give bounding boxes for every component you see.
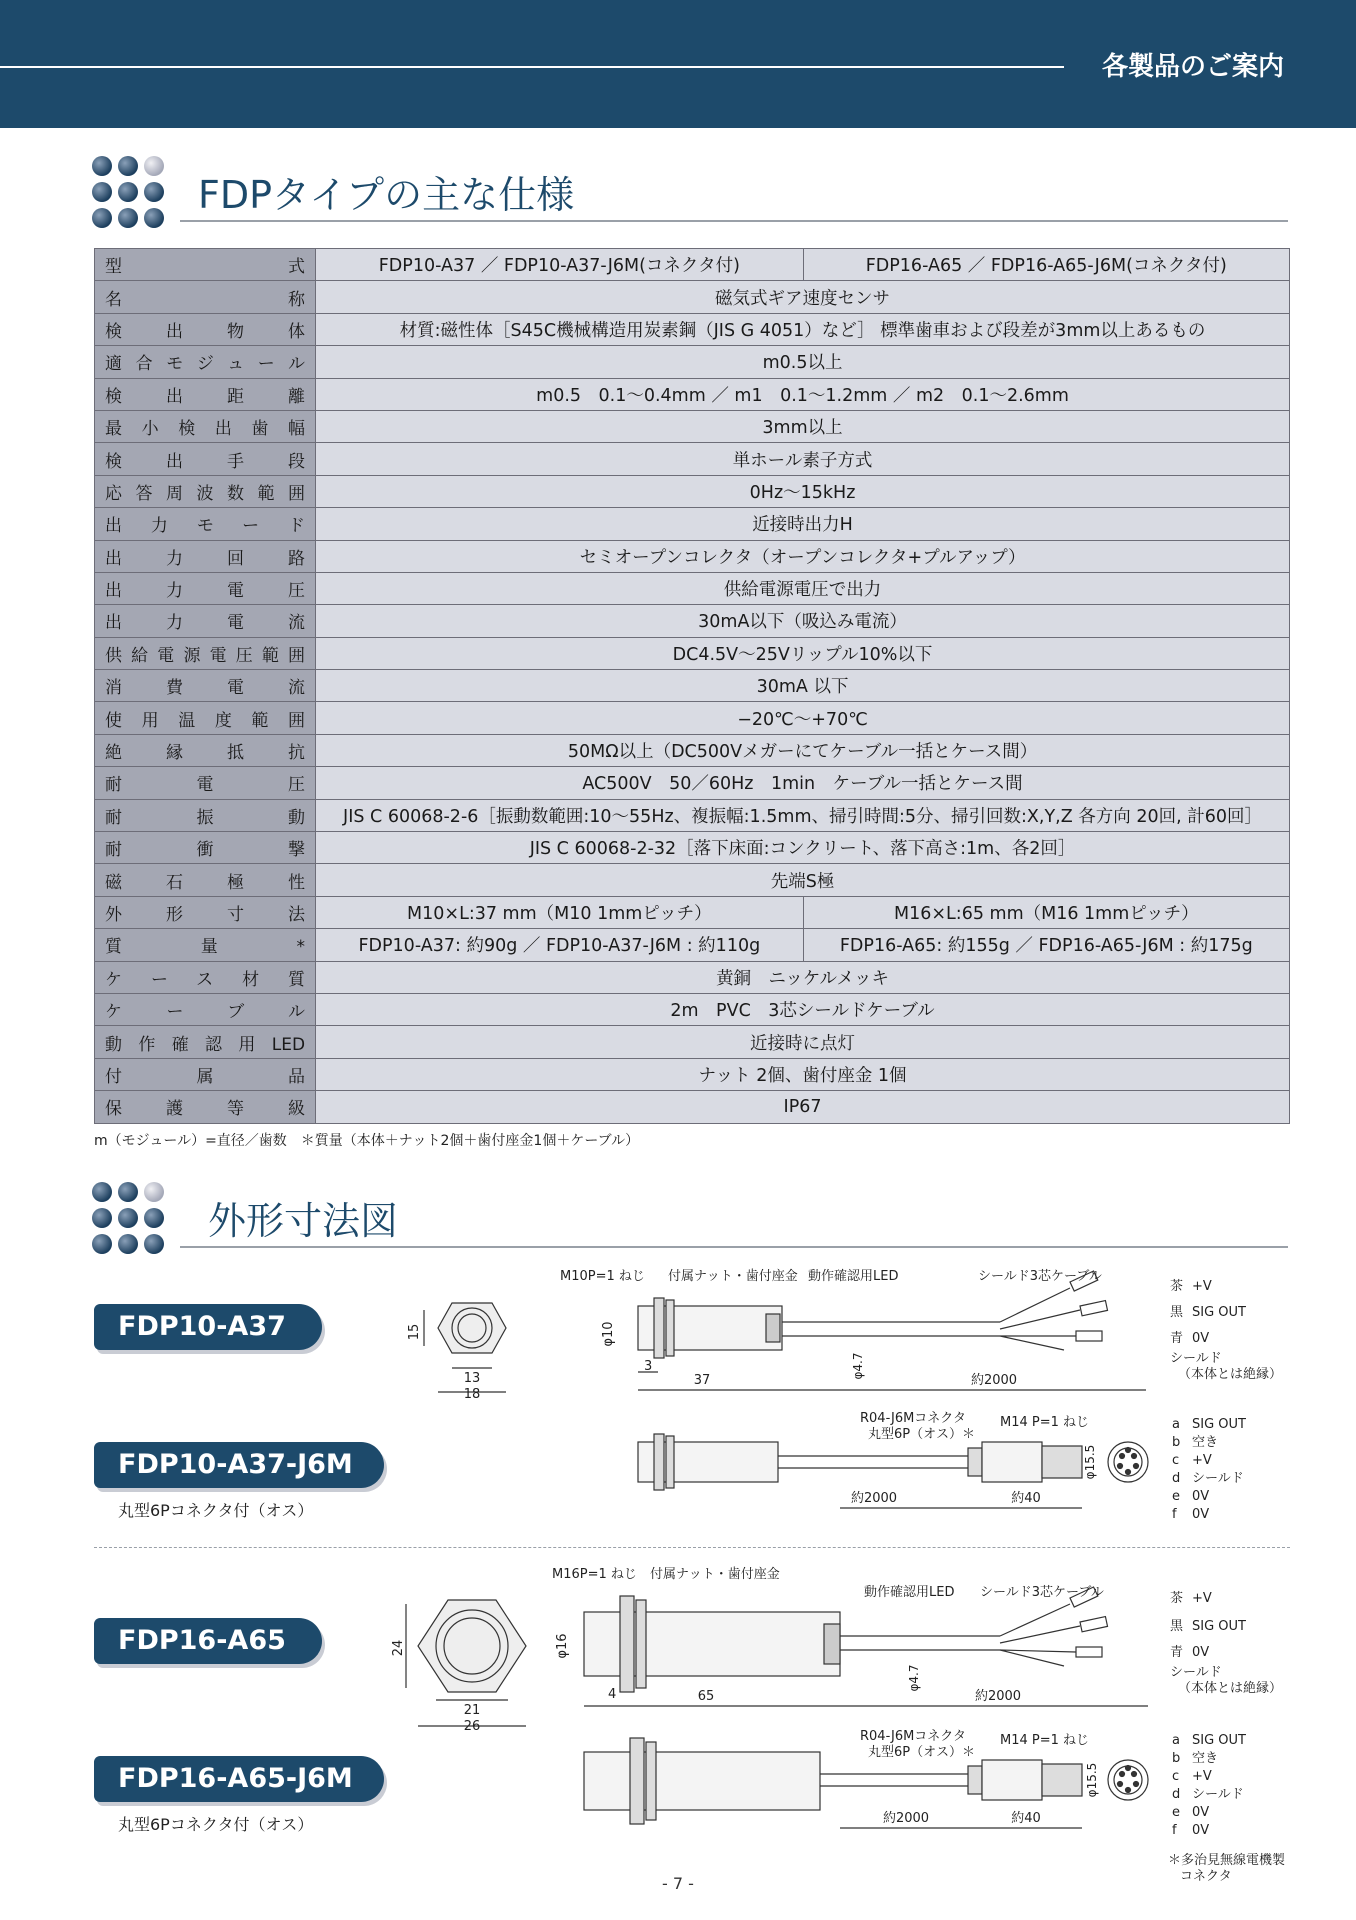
spec-label-text: 検出手段 [105, 451, 306, 472]
dim-18: 18 [463, 1387, 481, 1402]
shield-label: シールド [1170, 1351, 1222, 1366]
pin-letter: f [1172, 1823, 1177, 1838]
wire-color-black: 黒 [1170, 1619, 1184, 1634]
spec-label-text: 検出距離 [105, 386, 306, 407]
wire-color-blue: 青 [1170, 1645, 1184, 1660]
spec-label-text: 耐衝撃 [105, 840, 306, 861]
pin-signal: 0V [1192, 1489, 1210, 1504]
spec-value: FDP10-A37 ／ FDP10-A37-J6M(コネクタ付) [316, 249, 804, 281]
section-title: FDPタイプの主な仕様 [198, 173, 575, 217]
dim-4: 4 [608, 1687, 617, 1702]
dim-13: 13 [463, 1371, 481, 1386]
pin-letter: e [1172, 1805, 1180, 1820]
model-badge-fdp16-a65: FDP16-A65 [94, 1618, 322, 1664]
pin-letter: b [1172, 1751, 1181, 1766]
pin-signal: 0V [1192, 1507, 1210, 1522]
spec-label-text: ケーブル [105, 1002, 306, 1023]
model-badge-fdp16-a65-j6m: FDP16-A65-J6M [94, 1756, 384, 1802]
spec-label-text: ケース材質 [105, 969, 306, 990]
wire-signal: +V [1192, 1279, 1212, 1294]
pin-signal: SIG OUT [1192, 1417, 1246, 1432]
spec-value: 30mA 以下 [316, 670, 1290, 702]
spec-label-text: 出力回路 [105, 548, 306, 569]
spec-value: 単ホール素子方式 [316, 443, 1290, 475]
pin-signal: シールド [1192, 1471, 1244, 1486]
label-m14: M14 P=1 ねじ [1000, 1415, 1090, 1430]
spec-value: セミオープンコレクタ（オープンコレクタ+プルアップ） [316, 540, 1290, 572]
dim-26: 26 [463, 1719, 481, 1734]
model-badge-fdp10-a37-j6m: FDP10-A37-J6M [94, 1442, 384, 1488]
footnote-line1: ＊多治見無線電機製 [1168, 1853, 1286, 1868]
spec-label-text: 型式 [105, 257, 306, 278]
spec-label-text: 検出物体 [105, 321, 306, 342]
spec-value: FDP10-A37: 約90g ／ FDP10-A37-J6M : 約110g [316, 929, 804, 961]
spec-value: JIS C 60068-2-32［落下床面:コンクリート、落下高さ:1m、各2回］ [316, 832, 1290, 864]
spec-value: 0Hz〜15kHz [316, 475, 1290, 507]
pin-signal: +V [1192, 1769, 1212, 1784]
dim-phi15.5: φ15.5 [1083, 1444, 1097, 1480]
spec-value: IP67 [316, 1091, 1290, 1123]
wire-signal: 0V [1192, 1331, 1210, 1346]
spec-value: 黄銅 ニッケルメッキ [316, 961, 1290, 993]
pin-letter: a [1172, 1417, 1180, 1432]
label-cable: シールド3芯ケーブル [980, 1585, 1104, 1600]
spec-label-text: 磁石極性 [105, 872, 306, 893]
label-nut: 付属ナット・歯付座金 [668, 1269, 798, 1284]
spec-label-text: 適合モジュール [105, 354, 306, 375]
spec-value: 先端S極 [316, 864, 1290, 896]
shield-note: （本体とは絶縁） [1178, 1367, 1283, 1382]
spec-value: DC4.5V〜25Vリップル10%以下 [316, 637, 1290, 669]
spec-value: 3mm以上 [316, 410, 1290, 442]
shield-note: （本体とは絶縁） [1178, 1681, 1283, 1696]
pin-legend-2 [1172, 1733, 1246, 1838]
footnote-line2: コネクタ [1180, 1869, 1232, 1884]
dim-15: 15 [407, 1323, 422, 1341]
header-title: 各製品のご案内 [1101, 52, 1284, 82]
dim-37: 37 [693, 1373, 711, 1388]
dim-3: 3 [644, 1359, 653, 1374]
label-nut: 付属ナット・歯付座金 [650, 1567, 780, 1582]
pin-letter: e [1172, 1489, 1180, 1504]
wire-signal: SIG OUT [1192, 1619, 1246, 1634]
spec-value: AC500V 50／60Hz 1min ケーブル一括とケース間 [316, 767, 1290, 799]
pin-legend-1 [1172, 1417, 1246, 1522]
spec-value: 30mA以下（吸込み電流） [316, 605, 1290, 637]
label-connector: R04-J6Mコネクタ [860, 1729, 967, 1744]
label-led: 動作確認用LED [864, 1585, 955, 1600]
dim-phi15.5: φ15.5 [1085, 1762, 1099, 1798]
spec-value: 近接時出力H [316, 508, 1290, 540]
spec-label-text: 出力電流 [105, 613, 306, 634]
spec-label-text: 名称 [105, 289, 306, 310]
spec-label-text: 質量* [105, 937, 306, 958]
dim-phi4.7: φ4.7 [851, 1352, 865, 1380]
section-title: 外形寸法図 [208, 1199, 399, 1243]
pin-signal: +V [1192, 1453, 1212, 1468]
spec-value: 磁気式ギア速度センサ [316, 281, 1290, 313]
spec-value: 材質:磁性体［S45C機械構造用炭素鋼（JIS G 4051）など］ 標準歯車および段差が3mm以上あるもの [316, 313, 1290, 345]
wire-signal: 0V [1192, 1645, 1210, 1660]
pin-letter: c [1172, 1453, 1180, 1468]
model-badge-fdp10-a37: FDP10-A37 [94, 1304, 322, 1350]
spec-label-text: 耐振動 [105, 807, 306, 828]
wire-color-blue: 青 [1170, 1331, 1184, 1346]
side-view-fdp16-j6m [584, 1738, 1148, 1828]
label-connector: R04-J6Mコネクタ [860, 1411, 967, 1426]
label-led: 動作確認用LED [808, 1269, 899, 1284]
spec-value: M10×L:37 mm（M10 1mmピッチ） [316, 896, 804, 928]
side-view-fdp10 [638, 1271, 1146, 1390]
wire-legend-2 [1170, 1591, 1282, 1696]
spec-label-text: 使用温度範囲 [105, 710, 306, 731]
pin-letter: d [1172, 1471, 1181, 1486]
spec-value: M16×L:65 mm（M16 1mmピッチ） [803, 896, 1289, 928]
pin-letter: a [1172, 1733, 1180, 1748]
page-number: - 7 - [662, 1874, 694, 1893]
label-cable: シールド3芯ケーブル [978, 1269, 1102, 1284]
pin-signal: シールド [1192, 1787, 1244, 1802]
pin-letter: c [1172, 1769, 1180, 1784]
dim-24: 24 [391, 1639, 406, 1657]
spec-label-text: 保護等級 [105, 1099, 306, 1120]
spec-value: 50MΩ以上（DC500Vメガーにてケーブル一括とケース間） [316, 734, 1290, 766]
spec-value: JIS C 60068-2-6［振動数範囲:10〜55Hz、複振幅:1.5mm、掃引時間:5分、掃引回数:X,Y,Z 各方向 20回, 計60回］ [316, 799, 1290, 831]
wire-legend-1 [1170, 1279, 1282, 1382]
dim-phi10: φ10 [601, 1321, 616, 1347]
dim-2000: 約2000 [970, 1373, 1018, 1388]
wire-signal: SIG OUT [1192, 1305, 1246, 1320]
dim-2000: 約2000 [850, 1491, 898, 1506]
dim-40: 約40 [1011, 1491, 1041, 1506]
label-m16p: M16P=1 ねじ [552, 1567, 637, 1582]
connector-subtitle: 丸型6Pコネクタ付（オス） [118, 1501, 314, 1520]
label-connector-type: 丸型6P（オス）＊ [868, 1427, 975, 1442]
pin-signal: 0V [1192, 1805, 1210, 1820]
spec-label-text: 最小検出歯幅 [105, 419, 306, 440]
wire-color-brown: 茶 [1170, 1279, 1184, 1294]
wire-signal: +V [1192, 1591, 1212, 1606]
pin-letter: d [1172, 1787, 1181, 1802]
spec-label-text: 応答周波数範囲 [105, 483, 306, 504]
spec-value: −20℃〜+70℃ [316, 702, 1290, 734]
dim-21: 21 [463, 1703, 481, 1718]
wire-color-brown: 茶 [1170, 1591, 1184, 1606]
spec-value: 2m PVC 3芯シールドケーブル [316, 993, 1290, 1025]
label-connector-type: 丸型6P（オス）＊ [868, 1745, 975, 1760]
dim-2000: 約2000 [882, 1811, 930, 1826]
connector-subtitle: 丸型6Pコネクタ付（オス） [118, 1815, 314, 1834]
spec-value: m0.5 0.1〜0.4mm ／ m1 0.1〜1.2mm ／ m2 0.1〜2.6mm [316, 378, 1290, 410]
spec-value: FDP16-A65: 約155g ／ FDP16-A65-J6M : 約175g [803, 929, 1289, 961]
pin-letter: f [1172, 1507, 1177, 1522]
dim-40: 約40 [1011, 1811, 1041, 1826]
pin-letter: b [1172, 1435, 1181, 1450]
dim-phi4.7: φ4.7 [907, 1664, 921, 1692]
spec-label-text: 供給電源電圧範囲 [105, 645, 306, 666]
spec-value: 供給電源電圧で出力 [316, 572, 1290, 604]
spec-label-text: 耐電圧 [105, 775, 306, 796]
spec-note: m（モジュール）=直径／歯数 ＊質量（本体＋ナット2個＋歯付座金1個＋ケーブル） [94, 1133, 640, 1149]
spec-label-text: 絶縁抵抗 [105, 743, 306, 764]
spec-label-text: 消費電流 [105, 678, 306, 699]
dim-65: 65 [697, 1689, 715, 1704]
spec-value: 近接時に点灯 [316, 1026, 1290, 1058]
spec-label-text: 出力モード [105, 516, 306, 537]
pin-signal: SIG OUT [1192, 1733, 1246, 1748]
dim-2000: 約2000 [974, 1689, 1022, 1704]
spec-value: m0.5以上 [316, 346, 1290, 378]
spec-value: FDP16-A65 ／ FDP16-A65-J6M(コネクタ付) [803, 249, 1289, 281]
spec-value: ナット 2個、歯付座金 1個 [316, 1058, 1290, 1090]
shield-label: シールド [1170, 1665, 1222, 1680]
spec-label-text: 付属品 [105, 1066, 306, 1087]
spec-label-text: 動作確認用LED [105, 1034, 306, 1055]
dim-phi16: φ16 [555, 1633, 570, 1659]
wire-color-black: 黒 [1170, 1305, 1184, 1320]
spec-label-text: 外形寸法 [105, 905, 306, 925]
label-m10p: M10P=1 ねじ [560, 1269, 645, 1284]
label-m14: M14 P=1 ねじ [1000, 1733, 1090, 1748]
pin-signal: 空き [1192, 1435, 1219, 1450]
pin-signal: 空き [1192, 1751, 1219, 1766]
pin-signal: 0V [1192, 1823, 1210, 1838]
spec-label-text: 出力電圧 [105, 581, 306, 602]
side-view-fdp16 [584, 1587, 1148, 1706]
